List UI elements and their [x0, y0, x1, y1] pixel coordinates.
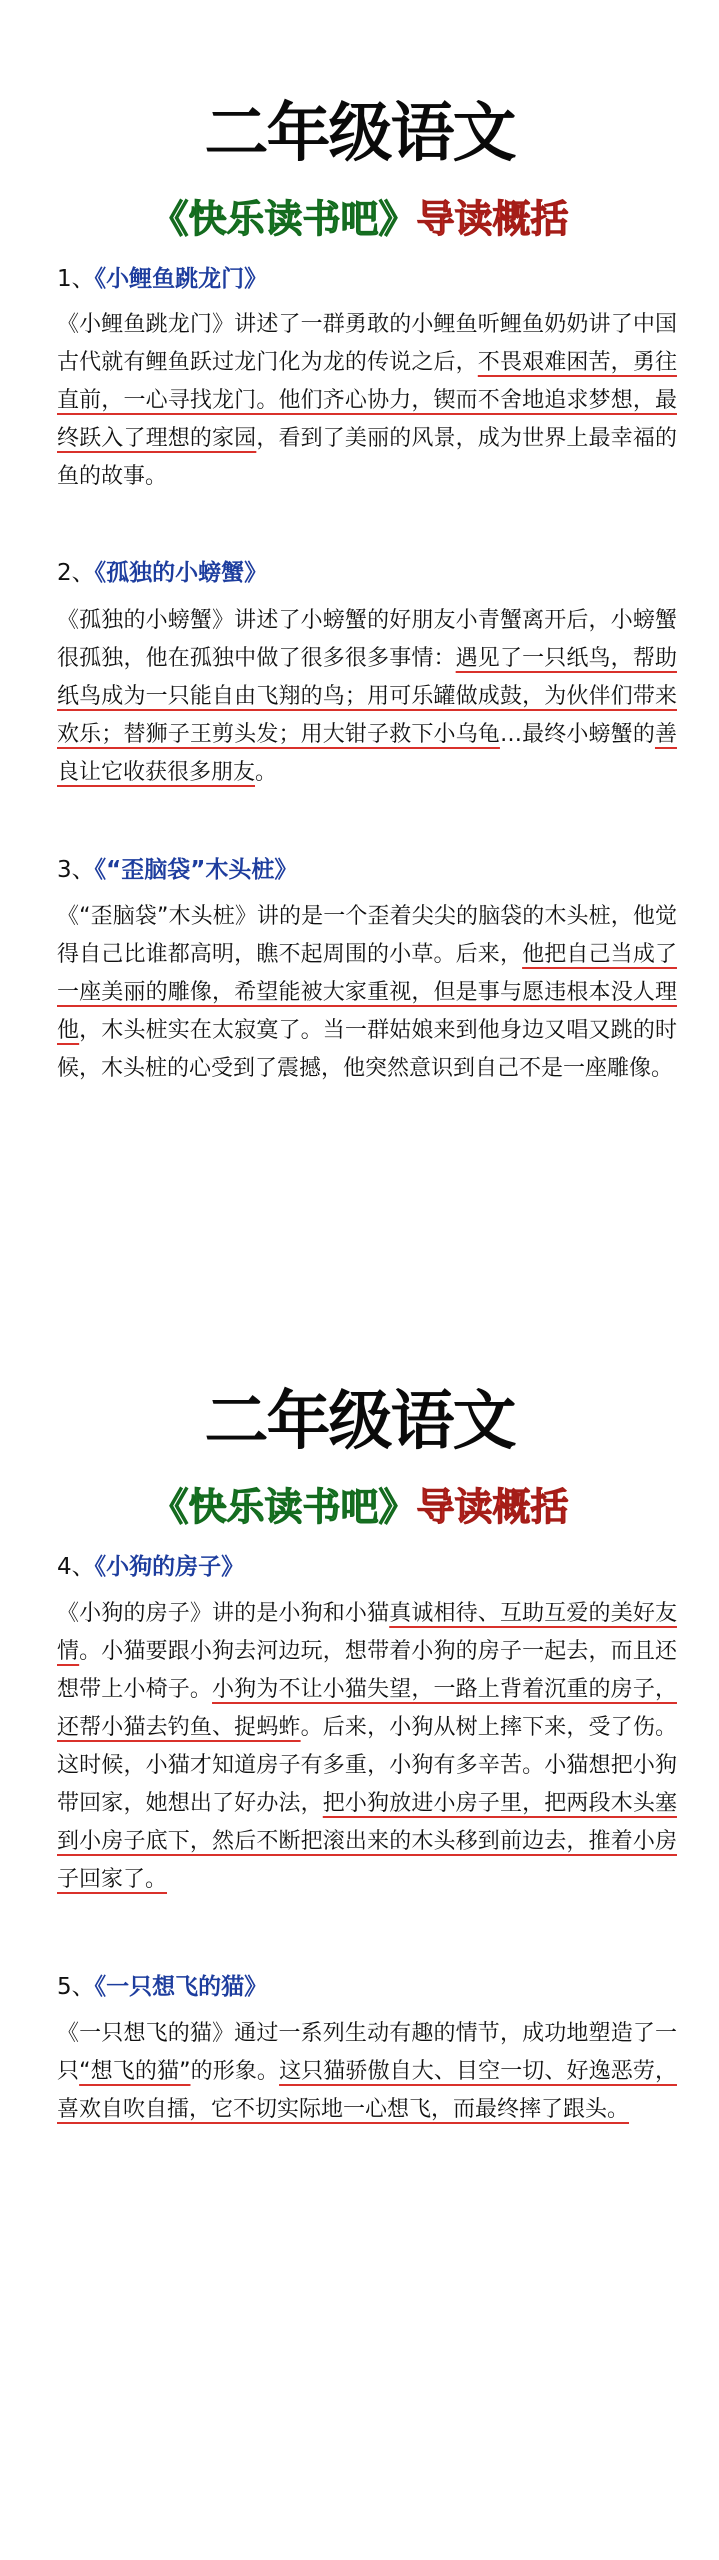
section-paragraph-2 — [57, 602, 677, 792]
page-title: 二年级语文 — [204, 97, 515, 171]
underlined-segment: 遇见了一只纸鸟，帮助纸鸟成为一只能自由飞翔的鸟；用可乐罐做成鼓，为伙伴们带来欢乐；替狮子王剪头发；用大钳子救下小乌龟 — [57, 646, 677, 747]
section-number: 3、 — [57, 857, 95, 883]
page-subtitle — [0, 197, 719, 241]
underlined-segment: “想飞的猫” — [79, 2059, 191, 2084]
text-segment: 《小狗的房子》讲的是小狗和小猫 — [57, 1601, 390, 1626]
subtitle-summary: 导读概括 — [416, 1485, 569, 1529]
underlined-segment: 真诚相待、互助互爱的美好友情 — [57, 1601, 677, 1664]
subtitle-summary: 导读概括 — [416, 197, 569, 241]
section-heading-5 — [57, 1972, 267, 2002]
section-paragraph-3 — [57, 898, 677, 1088]
text-segment: …最终小螃蟹的 — [499, 722, 655, 747]
text-segment: ，看到了美丽的风景，成为世界上最幸福的鱼的故事。 — [57, 426, 677, 489]
text-segment: ，木头桩实在太寂寞了。当一群姑娘来到他身边又唱又跳的时候，木头桩的心受到了震撼，他突然意识到自己不是一座雕像。 — [57, 1018, 677, 1081]
section-title: 《小鲤鱼跳龙门》 — [94, 266, 268, 292]
text-segment: 《一只想飞的猫》通过一系列生动有趣的情节，成功地塑造了一只 — [57, 2021, 677, 2084]
underlined-segment: 不畏艰难困苦，勇往直前，一心寻找龙门。他们齐心协力，锲而不舍地追求梦想，最终跃入了理想的家园 — [57, 350, 677, 451]
text-segment: 。 — [255, 760, 278, 785]
section-number: 1、 — [57, 266, 95, 292]
section-heading-4 — [57, 1552, 244, 1582]
text-segment: 的形象。 — [190, 2059, 280, 2084]
text-segment: 《“歪脑袋”木头桩》讲的是一个歪着尖尖的脑袋的木头桩，他觉得自己比谁都高明，瞧不起周围的小草。后来， — [57, 904, 677, 967]
section-title: 《孤独的小螃蟹》 — [94, 560, 268, 586]
underlined-segment: 把小狗放进小房子里，把两段木头塞到小房子底下，然后不断把滚出来的木头移到前边去，推着小房子回家了。 — [57, 1791, 677, 1892]
section-heading-3 — [57, 855, 297, 885]
subtitle-book: 《快乐读书吧》 — [150, 1485, 417, 1529]
text-segment: 。后来，小狗从树上摔下来，受了伤。这时候，小猫才知道房子有多重，小狗有多辛苦。小猫想把小狗带回家，她想出了好办法， — [57, 1715, 677, 1816]
text-segment: 《小鲤鱼跳龙门》讲述了一群勇敢的小鲤鱼听鲤鱼奶奶讲了中国古代就有鲤鱼跃过龙门化为龙的传说之后， — [57, 312, 677, 375]
section-number: 2、 — [57, 560, 95, 586]
page-title: 二年级语文 — [204, 1385, 515, 1459]
section-number: 5、 — [57, 1974, 95, 2000]
section-heading-2 — [57, 558, 267, 588]
section-paragraph-4 — [57, 1595, 677, 1899]
text-segment: 《孤独的小螃蟹》讲述了小螃蟹的好朋友小青蟹离开后，小螃蟹很孤独，他在孤独中做了很多很多事情： — [57, 608, 677, 671]
section-title: 《一只想飞的猫》 — [94, 1974, 268, 2000]
section-paragraph-1 — [57, 306, 677, 496]
section-title: 《“歪脑袋”木头桩》 — [94, 857, 298, 883]
page-subtitle — [0, 1485, 719, 1529]
underlined-segment: 这只猫骄傲自大、目空一切、好逸恶劳，喜欢自吹自擂，它不切实际地一心想飞，而最终摔了跟头。 — [57, 2059, 677, 2122]
section-title: 《小狗的房子》 — [94, 1554, 245, 1580]
section-number: 4、 — [57, 1554, 95, 1580]
underlined-segment: 他把自己当成了一座美丽的雕像，希望能被大家重视，但是事与愿违根本没人理他 — [57, 942, 677, 1043]
section-heading-1 — [57, 264, 267, 294]
text-segment: 。小猫要跟小狗去河边玩，想带着小狗的房子一起去，而且还想带上小椅子。 — [57, 1639, 677, 1702]
underlined-segment: 小狗为不让小猫失望，一路上背着沉重的房子，还帮小猫去钓鱼、捉蚂蚱 — [57, 1677, 677, 1740]
section-paragraph-5 — [57, 2015, 677, 2129]
subtitle-book: 《快乐读书吧》 — [150, 197, 417, 241]
underlined-segment: 善良让它收获很多朋友 — [57, 722, 677, 785]
